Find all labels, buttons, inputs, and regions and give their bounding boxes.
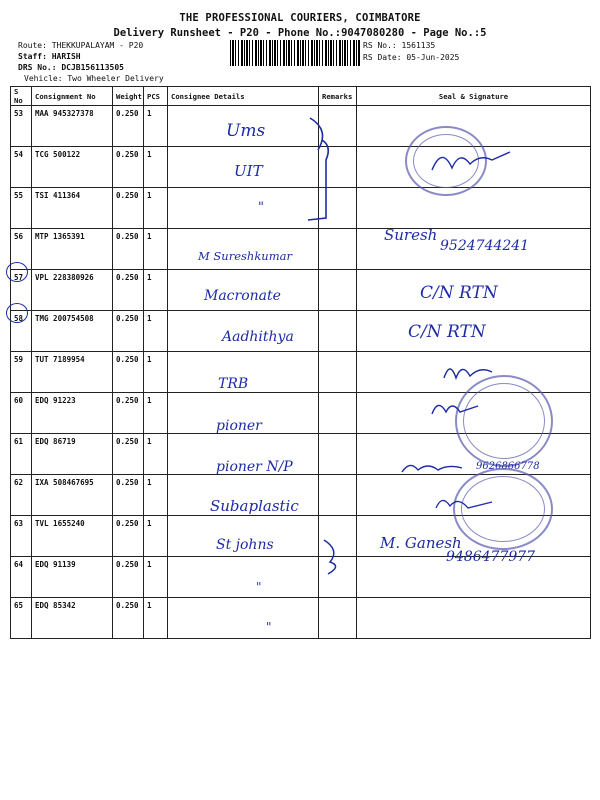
cell-pcs: 1 — [144, 352, 168, 393]
hw-sig-58-remark: C/N RTN — [408, 322, 486, 342]
hw-consignee-55: " — [258, 200, 264, 215]
cell-sno: 65 — [11, 598, 32, 639]
cell-weight: 0.250 — [113, 147, 144, 188]
cell-consignment: TSI 411364 — [32, 188, 113, 229]
cell-remarks — [319, 393, 357, 434]
cell-sno: 61 — [11, 434, 32, 475]
hw-consignee-64: " — [256, 580, 262, 594]
cell-sno: 54 — [11, 147, 32, 188]
cell-consignee — [168, 557, 319, 598]
cell-consignment: VPL 228380926 — [32, 270, 113, 311]
table-row — [11, 270, 591, 311]
col-header-consignee: Consignee Details — [168, 87, 319, 106]
cell-pcs: 1 — [144, 229, 168, 270]
cell-remarks — [319, 352, 357, 393]
hw-consignee-56: M Sureshkumar — [198, 249, 292, 263]
cell-pcs: 1 — [144, 598, 168, 639]
col-header-weight: Weight — [113, 87, 144, 106]
col-header-consignment: Consignment No — [32, 87, 113, 106]
hw-consignee-63: St johns — [216, 537, 274, 553]
company-title: THE PROFESSIONAL COURIERS, COIMBATORE — [179, 12, 421, 24]
signature-62 — [398, 456, 468, 478]
signature-60 — [428, 392, 488, 422]
runsheet-title: Delivery Runsheet - P20 - Phone No.:9047080280 - Page No.:5 — [113, 27, 487, 39]
hw-consignee-54: UIT — [234, 162, 263, 180]
table-header-row — [11, 87, 591, 106]
cell-sno: 64 — [11, 557, 32, 598]
hw-sig-62-phone: 9626866778 — [476, 461, 540, 472]
col-header-seal: Seal & Signature — [357, 87, 591, 106]
cell-pcs: 1 — [144, 557, 168, 598]
cell-remarks — [319, 598, 357, 639]
table-row — [11, 598, 591, 639]
hw-consignee-59: TRB — [218, 376, 249, 392]
cell-weight: 0.250 — [113, 311, 144, 352]
route-label: Route: THEKKUPALAYAM - P20 — [18, 41, 144, 50]
cell-consignment: EDQ 91223 — [32, 393, 113, 434]
cell-sno: 53 — [11, 106, 32, 147]
hw-sig-57-remark: C/N RTN — [420, 283, 498, 303]
cell-sno: 57 — [11, 270, 32, 311]
cell-weight: 0.250 — [113, 598, 144, 639]
cell-weight: 0.250 — [113, 557, 144, 598]
hw-consignee-65: " — [266, 620, 272, 634]
cell-pcs: 1 — [144, 393, 168, 434]
hw-sig-63-phone: 9486477977 — [446, 549, 536, 565]
cell-weight: 0.250 — [113, 516, 144, 557]
cell-pcs: 1 — [144, 106, 168, 147]
col-header-sno: S No — [11, 87, 32, 106]
cell-sno: 59 — [11, 352, 32, 393]
cell-remarks — [319, 270, 357, 311]
cell-sno: 55 — [11, 188, 32, 229]
cell-consignment: TVL 1655240 — [32, 516, 113, 557]
hw-consignee-62: Subaplastic — [210, 497, 299, 515]
staff-label: Staff: HARISH — [18, 52, 81, 61]
hw-bracket-mark-2 — [318, 536, 346, 576]
hw-consignee-60: pioner — [216, 418, 262, 434]
cell-remarks — [319, 475, 357, 516]
hw-sig-56-phone: 9524744241 — [440, 238, 530, 254]
hw-consignee-58: Aadhithya — [222, 329, 294, 345]
table-row — [11, 311, 591, 352]
cell-consignment: MAA 945327378 — [32, 106, 113, 147]
cell-remarks — [319, 311, 357, 352]
cell-weight: 0.250 — [113, 229, 144, 270]
sno-58-circle — [6, 303, 28, 323]
cell-consignment: EDQ 91139 — [32, 557, 113, 598]
cell-sno: 58 — [11, 311, 32, 352]
hw-sig-56-name: Suresh — [384, 226, 438, 244]
cell-sno: 56 — [11, 229, 32, 270]
signature-54 — [430, 140, 520, 180]
hw-consignee-61: pioner N/P — [216, 459, 293, 475]
cell-consignee — [168, 188, 319, 229]
rs-date: RS Date: 05-Jun-2025 — [363, 53, 460, 62]
cell-pcs: 1 — [144, 147, 168, 188]
cell-consignment: TCG 500122 — [32, 147, 113, 188]
cell-consignment: IXA 508467695 — [32, 475, 113, 516]
cell-sno: 60 — [11, 393, 32, 434]
cell-pcs: 1 — [144, 270, 168, 311]
cell-seal — [357, 598, 591, 639]
signature-62b — [432, 490, 502, 516]
cell-consignment: EDQ 85342 — [32, 598, 113, 639]
sno-57-circle — [6, 262, 28, 282]
cell-sno: 62 — [11, 475, 32, 516]
vehicle-label: Vehicle: Two Wheeler Delivery — [24, 74, 164, 83]
rs-number: RS No.: 1561135 — [363, 41, 436, 50]
cell-weight: 0.250 — [113, 106, 144, 147]
drs-number: DRS No.: DCJB156113505 — [18, 63, 124, 72]
cell-pcs: 1 — [144, 516, 168, 557]
cell-remarks — [319, 434, 357, 475]
cell-weight: 0.250 — [113, 270, 144, 311]
cell-consignment: TMG 200754508 — [32, 311, 113, 352]
col-header-remarks: Remarks — [319, 87, 357, 106]
cell-pcs: 1 — [144, 188, 168, 229]
cell-remarks — [319, 229, 357, 270]
cell-weight: 0.250 — [113, 393, 144, 434]
cell-seal — [357, 188, 591, 229]
cell-weight: 0.250 — [113, 434, 144, 475]
barcode — [230, 40, 360, 66]
cell-sno: 63 — [11, 516, 32, 557]
cell-weight: 0.250 — [113, 475, 144, 516]
col-header-pcs: PCS — [144, 87, 168, 106]
hw-consignee-57: Macronate — [204, 288, 281, 304]
cell-consignment: TUT 7189954 — [32, 352, 113, 393]
cell-consignee — [168, 598, 319, 639]
cell-pcs: 1 — [144, 311, 168, 352]
cell-pcs: 1 — [144, 475, 168, 516]
cell-weight: 0.250 — [113, 352, 144, 393]
hw-sig-63-name: M. Ganesh — [380, 534, 462, 552]
cell-consignment: MTP 1365391 — [32, 229, 113, 270]
cell-pcs: 1 — [144, 434, 168, 475]
hw-bracket-mark — [300, 110, 340, 225]
hw-consignee-53: Ums — [226, 121, 266, 141]
cell-consignment: EDQ 86719 — [32, 434, 113, 475]
cell-weight: 0.250 — [113, 188, 144, 229]
